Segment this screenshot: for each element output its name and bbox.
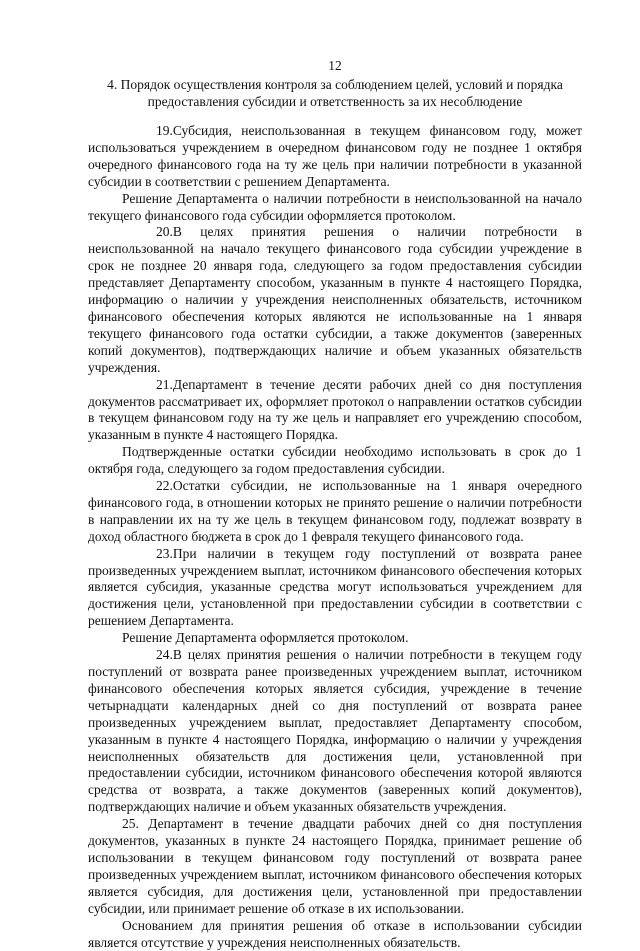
- paragraph-text: При наличии в текущем году поступлений от возврата ранее произведенных учреждением выплат, источником финансового обеспечения которых является субсидия, указанные средства могут использоваться учреждением для достижения цели, установленной при предоставлении субсидии в соответствии с решением Департамента.: [88, 545, 582, 629]
- page-number: 12: [328, 58, 342, 73]
- paragraph-text: Решение Департамента о наличии потребности в неиспользованной на начало текущего финансового года субсидии оформляется протоколом.: [88, 190, 582, 223]
- paragraph-text: Субсидия, неиспользованная в текущем финансовом году, может использоваться учреждением в очередном финансовом году не позднее 1 октября очередного финансового года на ту же цель при наличии потребности в указанной субсидии в соответствии с решением Департамента.: [88, 123, 582, 189]
- paragraph-text: Основанием для принятия решения об отказе в использовании субсидии является отсутствие у учреждения неисполненных обязательств.: [88, 917, 582, 950]
- paragraph-19-decision: [88, 191, 582, 225]
- paragraph-number: 20.: [156, 224, 173, 240]
- paragraph-20: [88, 224, 582, 376]
- paragraph-21: [88, 377, 582, 445]
- paragraph-text: Решение Департамента оформляется протоколом.: [122, 630, 409, 646]
- paragraph-text: Подтвержденные остатки субсидии необходимо использовать в срок до 1 октября года, следующего за годом предоставления субсидии.: [88, 444, 582, 477]
- paragraph-number: 23.: [156, 545, 173, 561]
- paragraph-number: 22.: [156, 478, 173, 494]
- paragraph-23: [88, 546, 582, 631]
- paragraph-text: В целях принятия решения о наличии потребности в неиспользованной на начало текущего финансового года субсидии учреждение в срок не позднее 20 января года, следующего за годом предоставления субсидии представляет Департаменту способом, указанным в пункте 4 настоящего Порядка, информацию о наличии у учреждения неисполненных обязательств, источником финансового обеспечения которых являются не использованные на 1 января текущего финансового года остатки субсидии, а также документов (заверенных копий документов), подтверждающих наличие и объем указанных обязательств учреждения.: [88, 224, 582, 375]
- paragraph-22: [88, 478, 582, 546]
- section-heading: 4. Порядок осуществления контроля за соблюдением целей, условий и порядка предоставления субсидии и ответственность за их несоблюдение: [107, 77, 563, 109]
- paragraph-refusal-basis: [88, 918, 582, 951]
- paragraph-19: [88, 123, 582, 191]
- document-page: [88, 58, 582, 951]
- paragraph-number: 21.: [156, 376, 173, 392]
- paragraph-25: [88, 816, 582, 917]
- paragraph-23-decision: [88, 630, 582, 647]
- paragraph-text: В целях принятия решения о наличии потребности в текущем году поступлений от возврата ранее произведенных учреждением выплат, источником финансового обеспечения которых является субсидия, учреждение в течение четырнадцати календарных дней со дня поступлений от возврата ранее произведенных учреждением выплат, предоставляет Департаменту способом, указанным в пункте 4 настоящего Порядка, информацию о наличии у учреждения неисполненных обязательств для достижения цели, установленной при предоставлении субсидии, источником финансового обеспечения которой являются средства от возврата, а также документов (заверенных копий документов), подтверждающих наличие и объем указанных обязательств учреждения.: [88, 647, 582, 815]
- paragraph-24: [88, 647, 582, 816]
- paragraph-text: Остатки субсидии, не использованные на 1 января очередного финансового года, в отношении которых не принято решение о наличии потребности в направлении их на ту же цель в текущем финансовом году, подлежат возврату в доход областного бюджета в срок до 1 февраля текущего финансового года.: [88, 478, 582, 544]
- paragraph-text: 25. Департамент в течение двадцати рабочих дней со дня поступления документов, указанных в пункте 24 настоящего Порядка, принимает решение об использовании в текущем финансовом году поступлений от возврата ранее произведенных учреждением выплат, источником финансового обеспечения которых является субсидия, для достижения цели, установленной при предоставлении субсидии, или принимает решение об отказе в их использовании.: [88, 816, 582, 916]
- paragraph-21-remainder: [88, 444, 582, 478]
- paragraph-text: Департамент в течение десяти рабочих дней со дня поступления документов рассматривает их, оформляет протокол о направлении остатков субсидии в текущем финансовом году на ту же цель и направляет его учреждению способом, указанным в пункте 4 настоящего Порядка.: [88, 376, 582, 443]
- paragraph-number: 19.: [156, 123, 173, 138]
- paragraph-number: 24.: [156, 647, 173, 663]
